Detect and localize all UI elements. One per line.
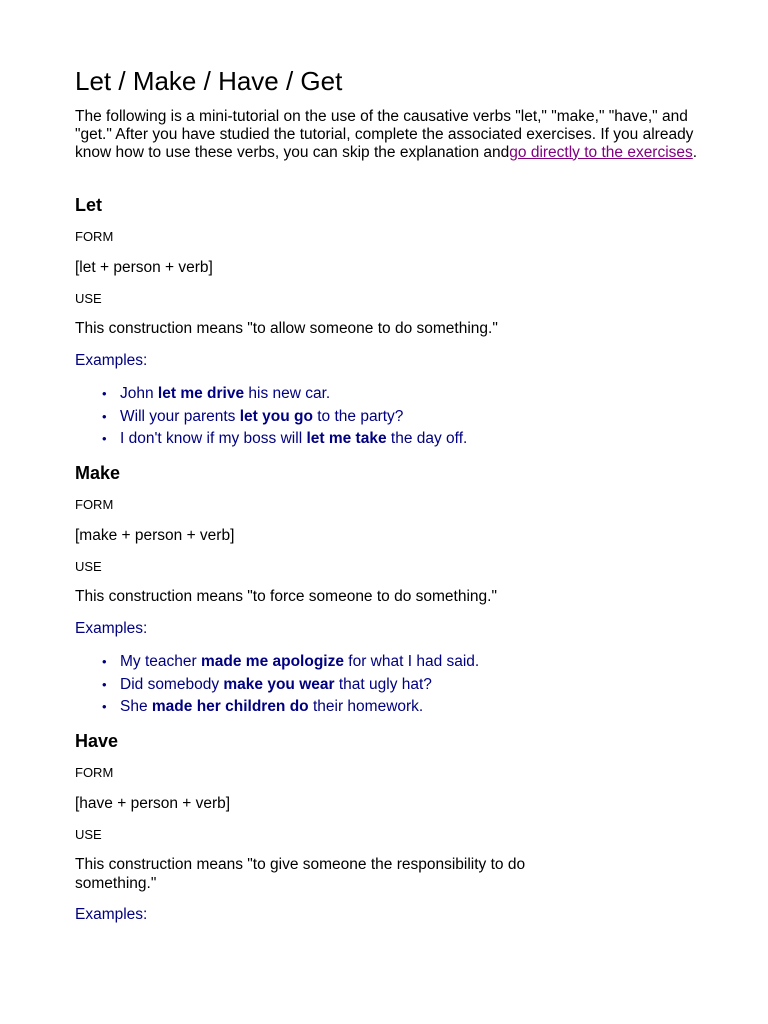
intro-paragraph	[75, 108, 715, 161]
form-label: FORM	[75, 497, 114, 512]
list-item: • John let me drive his new car.	[75, 383, 467, 406]
list-item: • I don't know if my boss will let me take the day off.	[75, 428, 467, 451]
section-heading-have: Have	[75, 731, 119, 751]
list-item: • Did somebody make you wear that ugly hat?	[75, 674, 479, 697]
formula-let: [let + person + verb]	[75, 259, 213, 276]
bullet-icon: •	[102, 431, 107, 447]
list-item: • She made her children do their homework.	[75, 696, 479, 719]
examples-label: Examples:	[75, 620, 148, 637]
use-label: USE	[75, 559, 102, 574]
formula-make: [make + person + verb]	[75, 527, 235, 544]
section-heading-let: Let	[75, 195, 102, 215]
examples-list-let	[75, 383, 467, 451]
bullet-icon: •	[102, 408, 107, 424]
page-title: Let / Make / Have / Get	[75, 66, 343, 96]
exercises-link[interactable]: go directly to the exercises	[509, 143, 693, 161]
examples-list-make	[75, 651, 479, 719]
intro-period: .	[692, 143, 698, 161]
meaning-have-line1: This construction means "to give someone the responsibility to do	[75, 856, 526, 873]
formula-have: [have + person + verb]	[75, 795, 231, 812]
list-item: • Will your parents let you go to the party?	[75, 406, 467, 429]
bullet-icon: •	[102, 676, 107, 692]
examples-label: Examples:	[75, 352, 148, 369]
intro-text: The following is a mini-tutorial on the use of the causative verbs "let," "make," "have," and "get." After you have studied the tutorial, complete the associated exercises. If you already know how to use these verbs, you can skip the explanation and	[75, 108, 694, 161]
list-item: • My teacher made me apologize for what I had said.	[75, 651, 479, 674]
meaning-have-line2: something."	[75, 875, 157, 892]
use-label: USE	[75, 291, 102, 306]
section-heading-make: Make	[75, 463, 121, 483]
form-label: FORM	[75, 229, 114, 244]
use-label: USE	[75, 827, 102, 842]
bullet-icon: •	[102, 654, 107, 669]
meaning-make: This construction means "to force someone to do something."	[75, 588, 497, 605]
bullet-icon: •	[102, 699, 107, 715]
form-label: FORM	[75, 765, 114, 780]
examples-label: Examples:	[75, 906, 148, 923]
meaning-let: This construction means "to allow someone to do something."	[75, 320, 498, 337]
bullet-icon: •	[102, 386, 107, 401]
